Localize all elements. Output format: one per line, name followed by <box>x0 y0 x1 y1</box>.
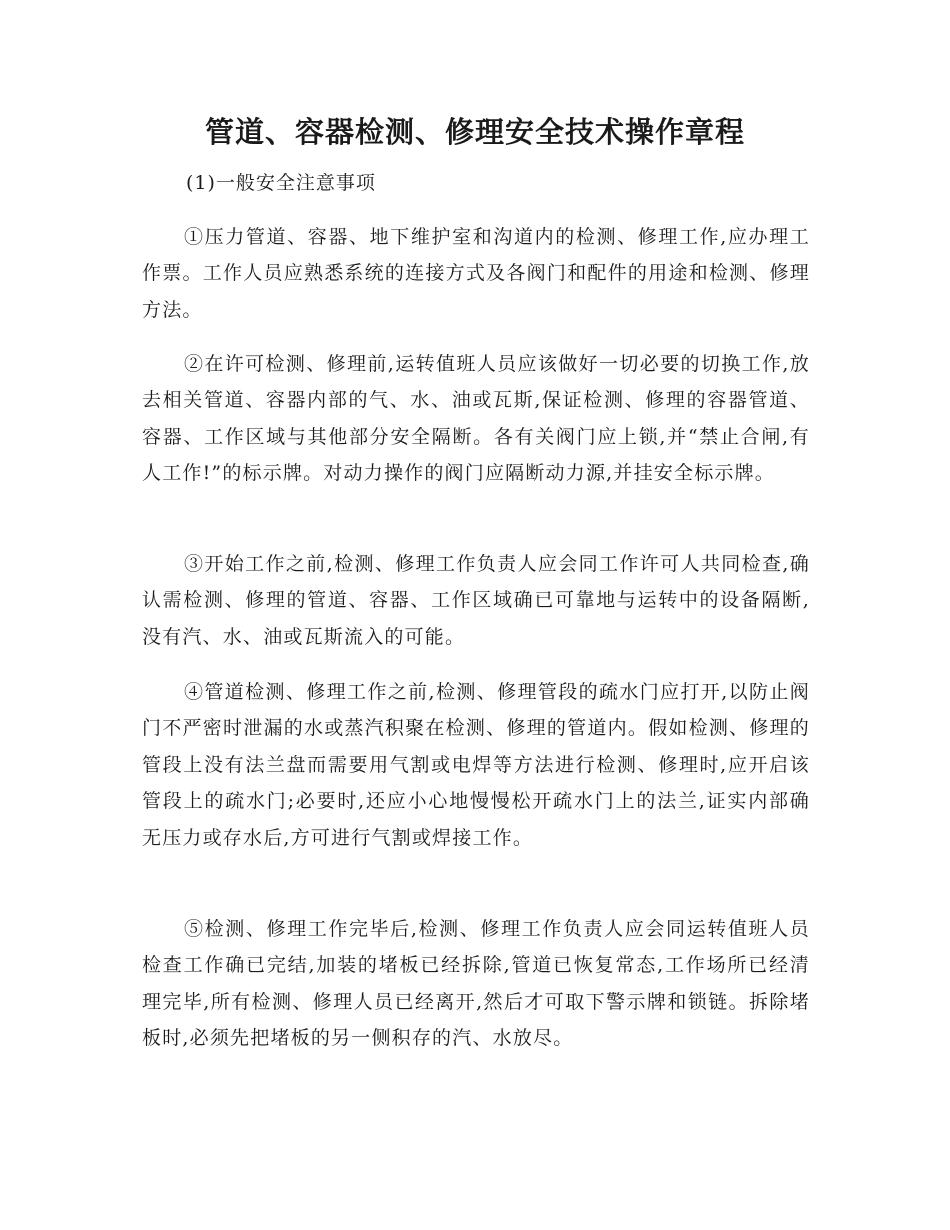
section-heading: (1)一般安全注意事项 <box>186 172 376 194</box>
paragraph-1: ①压力管道、容器、地下维护室和沟道内的检测、修理工作,应办理工作票。工作人员应熟悉系统的连接方式及各阀门和配件的用途和检测、修理方法。 <box>142 226 810 321</box>
paragraph-3: ③开始工作之前,检测、修理工作负责人应会同工作许可人共同检查,确认需检测、修理的管道、容器、工作区域确已可靠地与运转中的设备隔断,没有汽、水、油或瓦斯流入的可能。 <box>142 553 810 648</box>
paragraph-5: ⑤检测、修理工作完毕后,检测、修理工作负责人应会同运转值班人员检查工作确已完结,加装的堵板已经拆除,管道已恢复常态,工作场所已经清理完毕,所有检测、修理人员已经离开,然后才可取下警示牌和锁链。拆除堵板时,必须先把堵板的另一侧积存的汽、水放尽。 <box>142 918 810 1050</box>
document-title: 管道、容器检测、修理安全技术操作章程 <box>204 115 745 149</box>
paragraph-2: ②在许可检测、修理前,运转值班人员应该做好一切必要的切换工作,放去相关管道、容器内部的气、水、油或瓦斯,保证检测、修理的容器管道、容器、工作区域与其他部分安全隔断。各有关阀门应上锁,并“禁止合闸,有人工作!”的标示牌。对动力操作的阀门应隔断动力源,并挂安全标示牌。 <box>142 353 810 485</box>
paragraph-4: ④管道检测、修理工作之前,检测、修理管段的疏水门应打开,以防止阀门不严密时泄漏的水或蒸汽积聚在检测、修理的管道内。假如检测、修理的管段上没有法兰盘而需要用气割或电焊等方法进行检测、修理时,应开启该管段上的疏水门;必要时,还应小心地慢慢松开疏水门上的法兰,证实内部确无压力或存水后,方可进行气割或焊接工作。 <box>142 681 810 849</box>
